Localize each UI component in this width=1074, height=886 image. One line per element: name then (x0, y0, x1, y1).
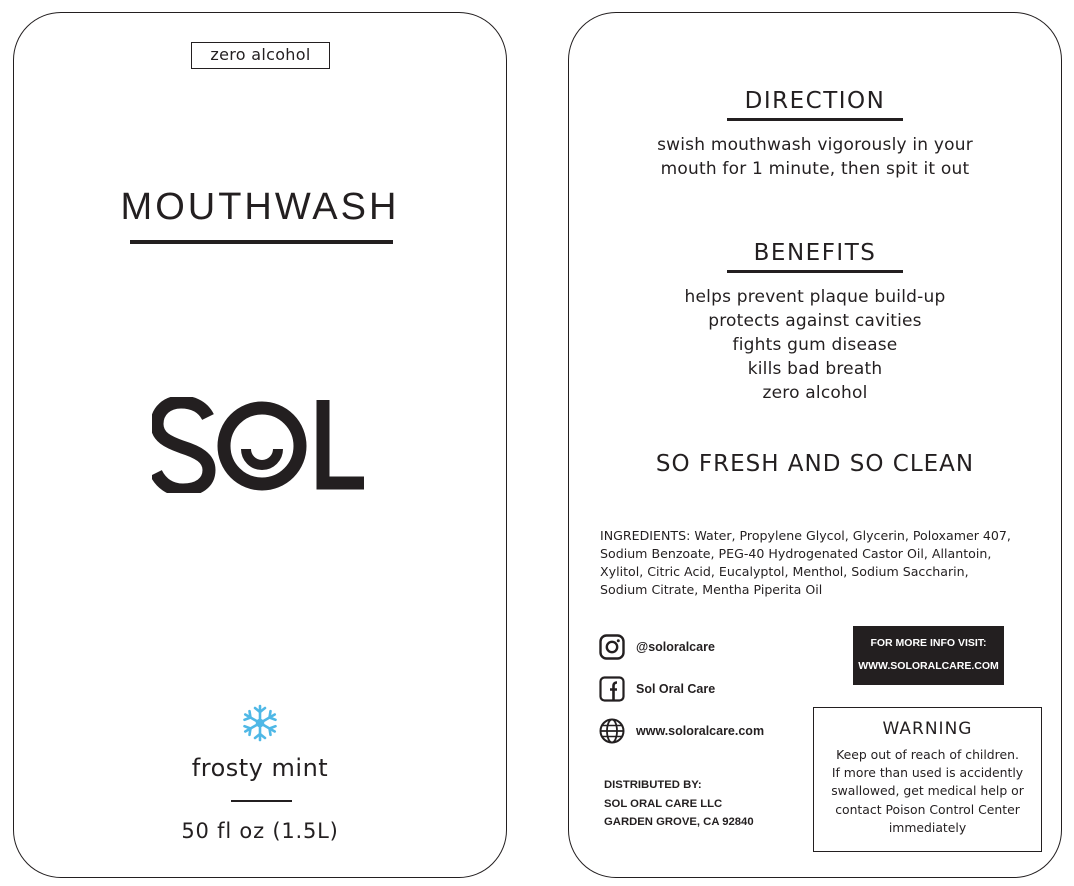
instagram-icon (598, 633, 626, 661)
direction-line: swish mouthwash vigorously in your (657, 135, 973, 155)
flavor-name: frosty mint (191, 754, 329, 782)
ingredients-list (600, 527, 1045, 599)
brand-logo (152, 397, 370, 493)
front-label-panel (13, 12, 507, 878)
benefits-underline (727, 270, 903, 273)
instagram-handle: @soloralcare (636, 640, 715, 654)
ingredients-line: INGREDIENTS: Water, Propylene Glycol, Glycerin, Poloxamer 407, (600, 528, 1011, 543)
flavor-divider (231, 800, 292, 802)
snowflake-icon (240, 703, 280, 743)
website-url: www.soloralcare.com (636, 724, 765, 738)
warning-line: swallowed, get medical help or (831, 783, 1024, 799)
ingredients-line: Xylitol, Citric Acid, Eucalyptol, Menthol, Sodium Saccharin, (600, 564, 969, 579)
back-label-panel (568, 12, 1062, 878)
product-title: MOUTHWASH (120, 186, 400, 228)
benefit-item: protects against cavities (708, 311, 922, 331)
benefit-item: helps prevent plaque build-up (684, 287, 946, 307)
facebook-icon (598, 675, 626, 703)
more-info-url[interactable]: WWW.SOLORALCARE.COM (858, 660, 999, 672)
warning-line: If more than used is accidently (831, 765, 1024, 781)
ingredients-line: Sodium Citrate, Mentha Piperita Oil (600, 582, 823, 597)
product-volume: 50 fl oz (1.5L) (181, 819, 339, 843)
direction-line: mouth for 1 minute, then spit it out (660, 159, 970, 179)
ingredients-line: Sodium Benzoate, PEG-40 Hydrogenated Castor Oil, Allantoin, (600, 546, 992, 561)
title-underline (130, 240, 393, 244)
warning-line: contact Poison Control Center (835, 801, 1020, 817)
warning-line: Keep out of reach of children. (836, 747, 1019, 762)
distributor-address: GARDEN GROVE, CA 92840 (604, 816, 754, 828)
globe-icon (598, 717, 626, 745)
direction-text (569, 133, 1061, 181)
warning-box (813, 707, 1042, 852)
warning-title: WARNING (882, 719, 973, 739)
facebook-page: Sol Oral Care (636, 682, 716, 696)
benefit-item: fights gum disease (732, 335, 898, 355)
benefits-heading: BENEFITS (753, 240, 877, 266)
direction-underline (727, 118, 903, 121)
warning-line: immediately (888, 819, 967, 835)
more-info-label: FOR MORE INFO VISIT: (870, 637, 987, 649)
instagram-row[interactable] (598, 633, 715, 661)
benefits-list (569, 285, 1061, 405)
website-row[interactable] (598, 717, 764, 745)
warning-text (814, 746, 1041, 837)
distributor-label: DISTRIBUTED BY: (604, 779, 702, 791)
more-info-box (853, 626, 1004, 685)
zero-alcohol-badge: zero alcohol (191, 42, 330, 69)
facebook-row[interactable] (598, 675, 715, 703)
distributor-name: SOL ORAL CARE LLC (604, 797, 723, 810)
distributor-info (604, 776, 754, 832)
benefit-item: kills bad breath (747, 359, 883, 379)
tagline: SO FRESH AND SO CLEAN (655, 451, 975, 477)
benefit-item: zero alcohol (762, 383, 868, 403)
direction-heading: DIRECTION (744, 88, 886, 114)
